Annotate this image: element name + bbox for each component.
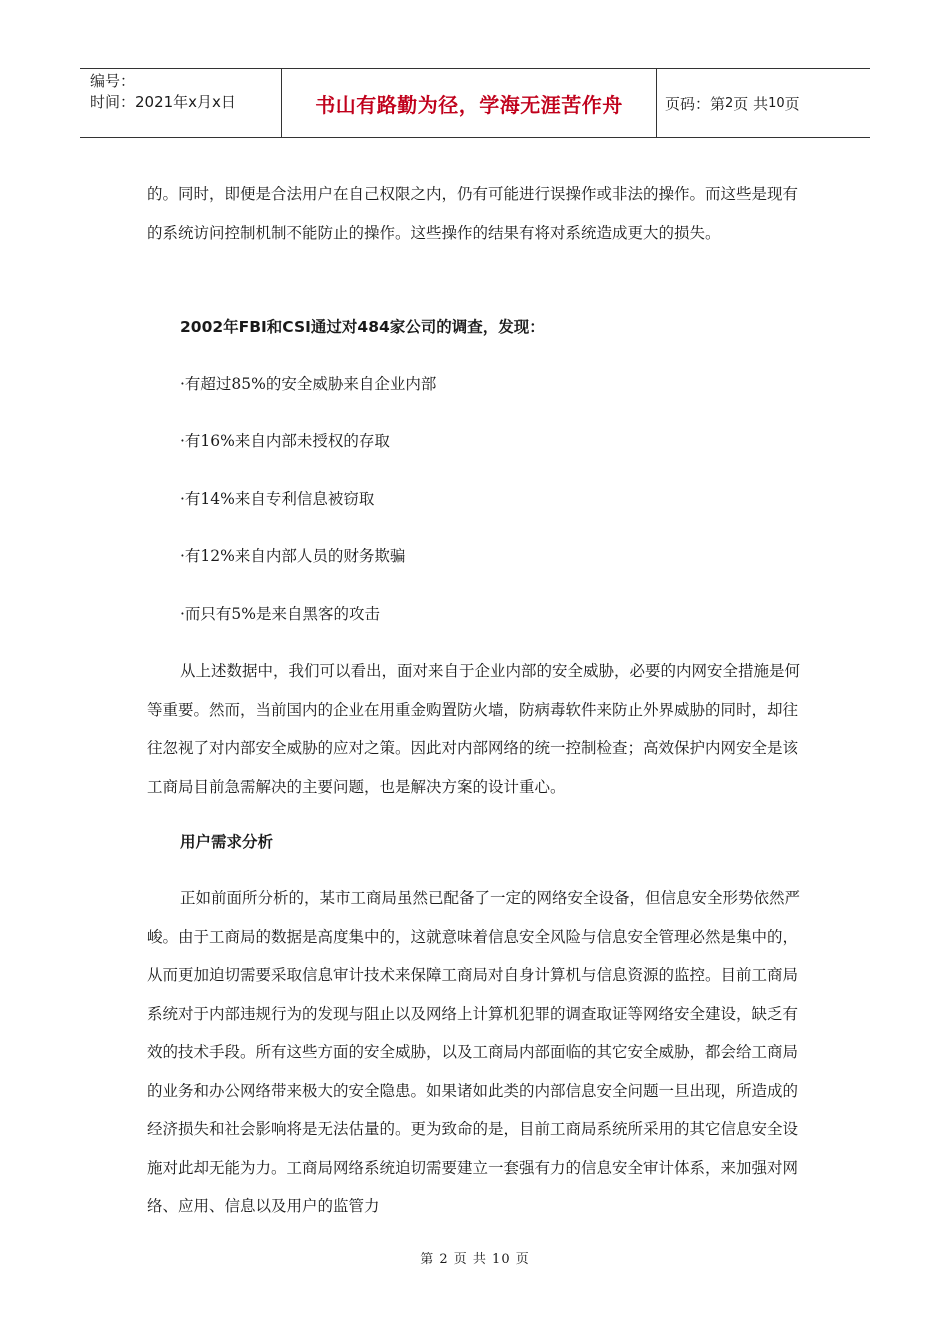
page-mid: 页 共 <box>733 94 769 113</box>
bullet-item: ·有14%来自专利信息被窃取 <box>180 490 375 508</box>
header-page-code <box>657 69 870 137</box>
section-heading: 用户需求分析 <box>180 833 274 851</box>
page-total: 10 <box>768 95 785 111</box>
paragraph-analysis: 从上述数据中，我们可以看出，面对来自于企业内部的安全威胁，必要的内网安全措施是何等重要。然而，当前国内的企业在用重金购置防火墙，防病毒软件来防止外界威胁的同时，却往往忽视了对内部安全威胁的应对之策。因此对内部网络的统一控制检查；高效保护内网安全是该工商局目前急需解决的主要问题，也是解决方案的设计重心。 <box>147 662 801 796</box>
paragraph-intro: 的。同时，即便是合法用户在自己权限之内，仍有可能进行误操作或非法的操作。而这些是现有的系统访问控制机制不能防止的操作。这些操作的结果有将对系统造成更大的损失。 <box>147 185 799 242</box>
bullet-item: ·有超过85%的安全威胁来自企业内部 <box>180 375 437 393</box>
bullet-item: ·而只有5%是来自黑客的攻击 <box>180 605 381 623</box>
page-current: 2 <box>725 95 734 111</box>
page-header <box>80 68 870 138</box>
page-suffix: 页 <box>784 94 800 113</box>
bullet-item: ·有12%来自内部人员的财务欺骗 <box>180 547 406 565</box>
page-code-prefix: 页码：第 <box>665 94 726 113</box>
time-label: 时间：2021年x月x日 <box>90 93 236 111</box>
header-meta <box>80 69 282 137</box>
page-footer: 第 2 页 共 10 页 <box>420 1252 530 1267</box>
survey-heading: 2002年FBI和CSI通过对484家公司的调查，发现： <box>180 318 545 336</box>
number-label: 编号： <box>90 72 136 90</box>
paragraph-requirements: 正如前面所分析的，某市工商局虽然已配备了一定的网络安全设备，但信息安全形势依然严峻。由于工商局的数据是高度集中的，这就意味着信息安全风险与信息安全管理必然是集中的，从而更加迫切需要采取信息审计技术来保障工商局对自身计算机与信息资源的监控。目前工商局系统对于内部违规行为的发现与阻止以及网络上计算机犯罪的调查取证等网络安全建设，缺乏有效的技术手段。所有这些方面的安全威胁，以及工商局内部面临的其它安全威胁，都会给工商局的业务和办公网络带来极大的安全隐患。如果诸如此类的内部信息安全问题一旦出现，所造成的经济损失和社会影响将是无法估量的。更为致命的是，目前工商局系统所采用的其它信息安全设施对此却无能为力。工商局网络系统迫切需要建立一套强有力的信息安全审计体系，来加强对网络、应用、信息以及用户的监管力 <box>147 889 801 1215</box>
header-motto: 书山有路勤为径，学海无涯苦作舟 <box>282 69 657 137</box>
bullet-item: ·有16%来自内部未授权的存取 <box>180 432 390 450</box>
